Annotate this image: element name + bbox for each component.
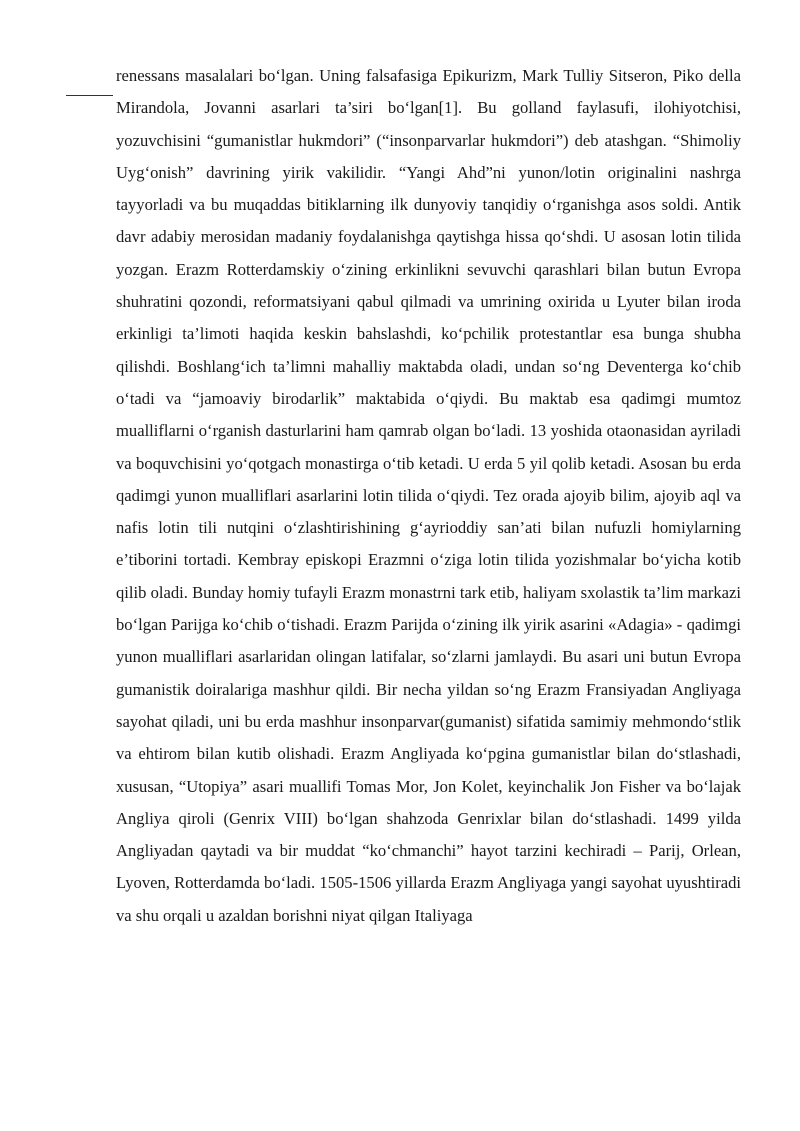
footnote-separator-line — [66, 95, 113, 96]
body-paragraph: renessans masalalari bo‘lgan. Uning falsafasiga Epikurizm, Mark Tulliy Sitseron, Piko della Mirandola, Jovanni asarlari ta’siri bo‘lgan[1]. Bu golland faylasufi, ilohiyotchisi, yozuvchisini “gumanistlar hukmdori” (“insonparvarlar hukmdori”) deb atashgan. “Shimoliy Uyg‘onish” davrining yirik vakilidir. “Yangi Ahd”ni yunon/lotin originalini nashrga tayyorladi va bu muqaddas bitiklarning ilk dunyoviy tanqidiy o‘rganishga asos soldi. Antik davr adabiy merosidan madaniy foydalanishga qaytishga hissa qo‘shdi. U asosan lotin tilida yozgan. Erazm Rotterdamskiy o‘zining erkinlikni sevuvchi qarashlari bilan butun Evropa shuhratini qozondi, reformatsiyani qabul qilmadi va umrining oxirida u Lyuter bilan iroda erkinligi ta’limoti haqida keskin bahslashdi, ko‘pchilik protestantlar esa bunga shubha qilishdi. Boshlang‘ich ta’limni mahalliy maktabda oladi, undan so‘ng Deventerga ko‘chib o‘tadi va “jamoaviy birodarlik” maktabida o‘qiydi. Bu maktab esa qadimgi mumtoz mualliflarni o‘rganish dasturlarini ham qamrab olgan bo‘ladi. 13 yoshida otaonasidan ayriladi va boquvchisini yo‘qotgach monastirga o‘tib ketadi. U erda 5 yil qolib ketadi. Asosan bu erda qadimgi yunon mualliflari asarlarini lotin tilida o‘qiydi. Tez orada ajoyib bilim, ajoyib aql va nafis lotin tili nutqini o‘zlashtirishining g‘ayrioddiy san’ati bilan nufuzli homiylarning e’tiborini tortadi. Kembray episkopi Erazmni o‘ziga lotin tilida yozishmalar bo‘yicha kotib qilib oladi. Bunday homiy tufayli Erazm monastrni tark etib, haliyam sxolastik ta’lim markazi bo‘lgan Parijga ko‘chib o‘tishadi. Erazm Parijda o‘zining ilk yirik asarini «Adagia» - qadimgi yunon mualliflari asarlaridan olingan latifalar, so‘zlarni jamlaydi. Bu asari uni butun Evropa gumanistik doiralariga mashhur qildi. Bir necha yildan so‘ng Erazm Fransiyadan Angliyaga sayohat qiladi, uni bu erda mashhur insonparvar(gumanist) sifatida samimiy mehmondo‘stlik va ehtirom bilan kutib olishadi. Erazm Angliyada ko‘pgina gumanistlar bilan do‘stlashadi, xususan, “Utopiya” asari muallifi Tomas Mor, Jon Kolet, keyinchalik Jon Fisher va bo‘lajak Angliya qiroli (Genrix VIII) bo‘lgan shahzoda Genrixlar bilan do‘stlashadi. 1499 yilda Angliyadan qaytadi va bir muddat “ko‘chmanchi” hayot tarzini kechiradi – Parij, Orlean, Lyoven, Rotterdamda bo‘ladi. 1505-1506 yillarda Erazm Angliyaga yangi sayohat uyushtiradi va shu orqali u azaldan borishni niyat qilgan Italiyaga — [116, 66, 741, 925]
